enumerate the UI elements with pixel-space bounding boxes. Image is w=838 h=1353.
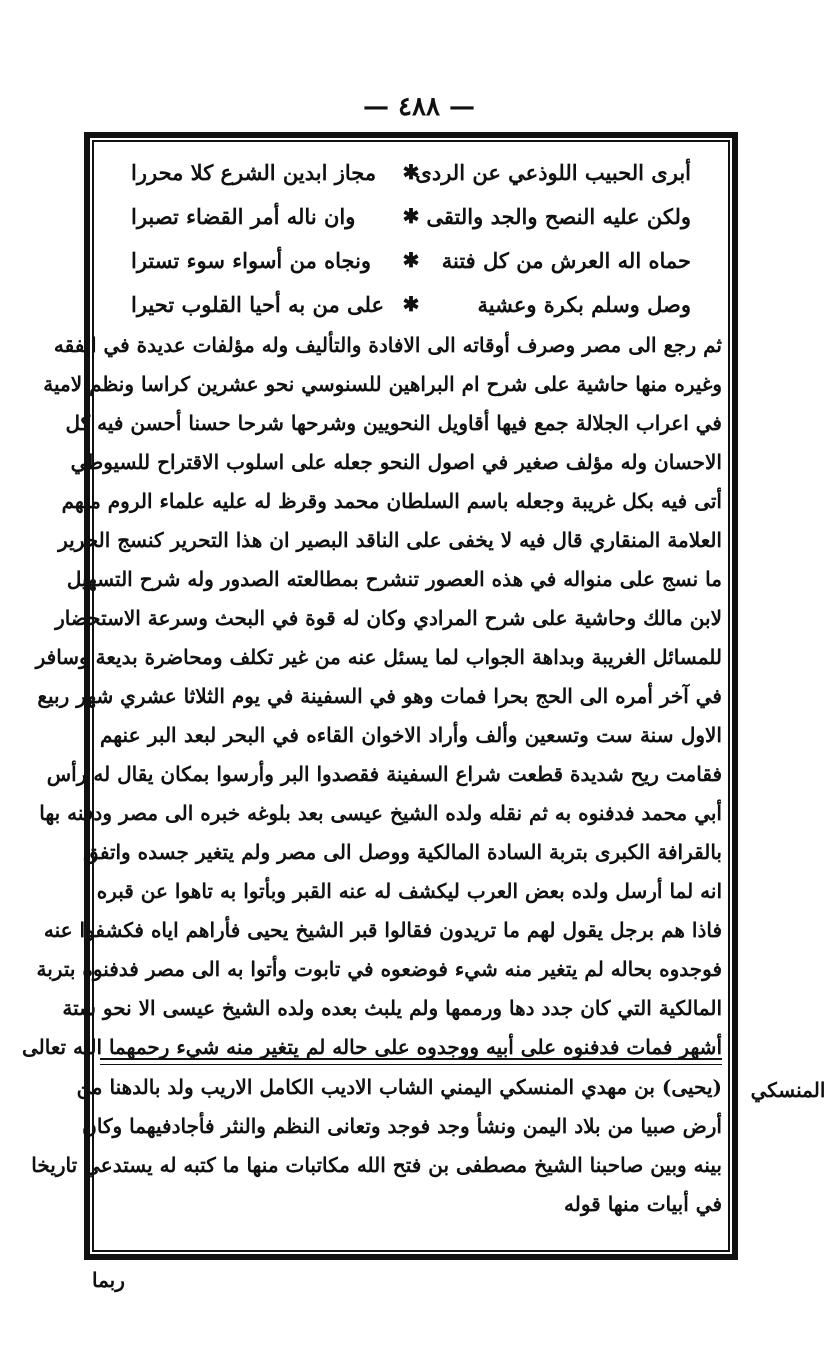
verse-separator-star: ✱ bbox=[402, 204, 420, 228]
prose-line: في آخر أمره الى الحج بحرا فمات وهو في السفينة في يوم الثلاثا عشري شهر ربيع bbox=[37, 684, 722, 708]
page-number: — ٤٨٨ — bbox=[362, 92, 476, 122]
entry-line: أرض صبيا من بلاد اليمن ونشأ وجد فوجد وتعانى النظم والنثر فأجادفيهما وكان bbox=[82, 1114, 722, 1138]
verse-line bbox=[100, 238, 722, 282]
verse-second-hemistich: مجاز ابدين الشرع كلا محررا bbox=[131, 159, 377, 185]
prose-line: وغيره منها حاشية على شرح ام البراهين للسنوسي نحو عشرين كراسا ونظم لامية bbox=[43, 372, 722, 396]
prose-line: أتى فيه بكل غريبة وجعله باسم السلطان محمد وقرظ له عليه علماء الروم منهم bbox=[61, 489, 722, 513]
prose-line: فاذا هم برجل يقول لهم ما تريدون فقالوا قبر الشيخ يحيى فأراهم اياه فكشفوا عنه bbox=[43, 918, 722, 942]
entry-divider bbox=[100, 1058, 722, 1065]
prose-line: بالقرافة الكبرى بتربة السادة المالكية ووصل الى مصر ولم يتغير جسده واتفق bbox=[83, 840, 722, 864]
prose-line: انه لما أرسل ولده بعض العرب ليكشف له عنه القبر وبأتوا به تاهوا عن قبره bbox=[96, 879, 722, 903]
margin-note: المنسكي bbox=[750, 1078, 826, 1102]
prose-line: أبي محمد فدفنوه به ثم نقله ولده الشيخ عيسى بعد بلوغه خبره الى مصر ودفنه بها bbox=[39, 801, 722, 825]
verse-second-hemistich: على من به أحيا القلوب تحيرا bbox=[131, 291, 385, 317]
verse-first-hemistich: ولكن عليه النصح والجد والتقى bbox=[426, 203, 691, 229]
verse-separator-star: ✱ bbox=[402, 292, 420, 316]
prose-line: الاحسان وله مؤلف صغير في اصول النحو جعله على اسلوب الاقتراح للسيوطي bbox=[70, 450, 722, 474]
entry-line: في أبيات منها قوله bbox=[564, 1192, 722, 1216]
prose-line: لابن مالك وحاشية على شرح المرادي وكان له قوة في البحث وسرعة الاستحضار bbox=[55, 606, 722, 630]
prose-line: العلامة المنقاري قال فيه لا يخفى على الناقد البصير ان هذا التحرير كنسج الحرير bbox=[58, 528, 722, 552]
prose-line: ثم رجع الى مصر وصرف أوقاته الى الافادة والتأليف وله مؤلفات عديدة في الفقه bbox=[53, 333, 722, 357]
verse-separator-star: ✱ bbox=[402, 248, 420, 272]
biography-entry bbox=[31, 1068, 722, 1224]
entry-line: بينه وبين صاحبنا الشيخ مصطفى بن فتح الله مكاتبات منها ما كتبه له يستدعي تاريخا bbox=[31, 1153, 722, 1177]
prose-line: للمسائل الغريبة وبداهة الجواب لما يسئل عنه من غير تكلف ومحاضرة بديعة وسافر bbox=[35, 645, 722, 669]
prose-line: فقامت ريح شديدة قطعت شراع السفينة فقصدوا البر وأرسوا بمكان يقال له رأس bbox=[46, 762, 722, 786]
verse-second-hemistich: وان ناله أمر القضاء تصبرا bbox=[131, 203, 356, 229]
verse-line bbox=[100, 194, 722, 238]
verse-line bbox=[100, 150, 722, 194]
catchword: ربما bbox=[92, 1268, 125, 1292]
verse-first-hemistich: حماه اله العرش من كل فتنة bbox=[441, 247, 691, 273]
verse-separator-star: ✱ bbox=[402, 160, 420, 184]
prose-line: ما نسج على منواله في هذه العصور تنشرح بمطالعته الصدور وله شرح التسهيل bbox=[66, 567, 722, 591]
prose-line: المالكية التي كان جدد دها ورممها ولم يلبث بعده ولده الشيخ عيسى الا نحو ستة bbox=[62, 996, 722, 1020]
verse-first-hemistich: وصل وسلم بكرة وعشية bbox=[477, 291, 691, 317]
prose-line: أشهر فمات فدفنوه على أبيه ووجدوه على حاله لم يتغير منه شيء رحمهما الله تعالى bbox=[21, 1035, 722, 1059]
main-text bbox=[21, 150, 722, 1067]
verse-second-hemistich: ونجاه من أسواء سوء تسترا bbox=[131, 247, 372, 273]
entry-line: (يحيى) بن مهدي المنسكي اليمني الشاب الاديب الكامل الاريب ولد بالدهنا من bbox=[76, 1075, 722, 1099]
prose-line: فوجدوه بحاله لم يتغير منه شيء فوضعوه في تابوت وأتوا به الى مصر فدفنوه بتربة bbox=[36, 957, 722, 981]
verse-first-hemistich: أبرى الحبيب اللوذعي عن الردى bbox=[415, 159, 691, 185]
prose-line: الاول سنة ست وتسعين وألف وأراد الاخوان القاءه في البحر لبعد البر عنهم bbox=[100, 723, 722, 747]
verse-line bbox=[100, 282, 722, 326]
prose-line: في اعراب الجلالة جمع فيها أقاويل النحويين وشرحها شرحا حسنا أحسن فيه كل bbox=[65, 411, 722, 435]
